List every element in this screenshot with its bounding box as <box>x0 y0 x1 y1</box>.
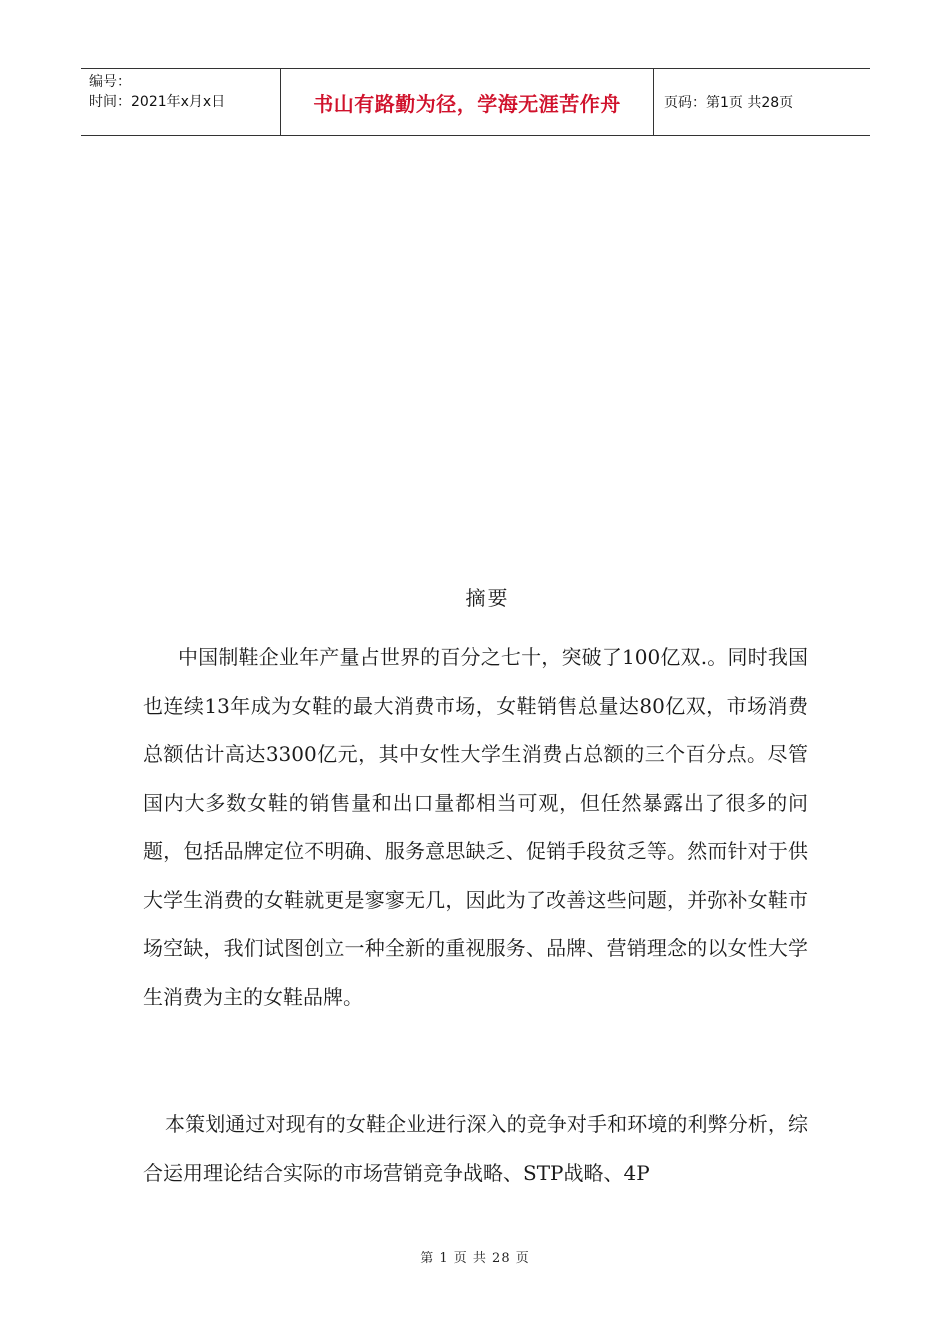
page-info: 页码：第1页 共28页 <box>664 95 794 111</box>
header-motto-cell <box>281 69 654 135</box>
header-page-cell <box>654 69 870 135</box>
number-label: 编号： <box>89 74 131 90</box>
header-meta-cell <box>81 69 281 135</box>
document-header <box>81 68 870 136</box>
abstract-paragraph-2: 本策划通过对现有的女鞋企业进行深入的竞争对手和环境的利弊分析，综合运用理论结合实际的市场营销竞争战略、STP战略、4P <box>143 1112 808 1185</box>
abstract-paragraph-1: 中国制鞋企业年产量占世界的百分之七十，突破了100亿双.。同时我国也连续13年成为女鞋的最大消费市场，女鞋销售总量达80亿双，市场消费总额估计高达3300亿元，其中女性大学生消费占总额的三个百分点。尽管国内大多数女鞋的销售量和出口量都相当可观，但任然暴露出了很多的问题，包括品牌定位不明确、服务意思缺乏、促销手段贫乏等。然而针对于供大学生消费的女鞋就更是寥寥无几，因此为了改善这些问题，并弥补女鞋市场空缺，我们试图创立一种全新的重视服务、品牌、营销理念的以女性大学生消费为主的女鞋品牌。 <box>143 645 808 1009</box>
abstract-title: 摘要 <box>465 586 510 610</box>
time-label: 时间：2021年x月x日 <box>89 94 226 110</box>
page-footer: 第 1 页 共 28 页 <box>420 1251 530 1266</box>
motto-text: 书山有路勤为径，学海无涯苦作舟 <box>313 91 621 116</box>
